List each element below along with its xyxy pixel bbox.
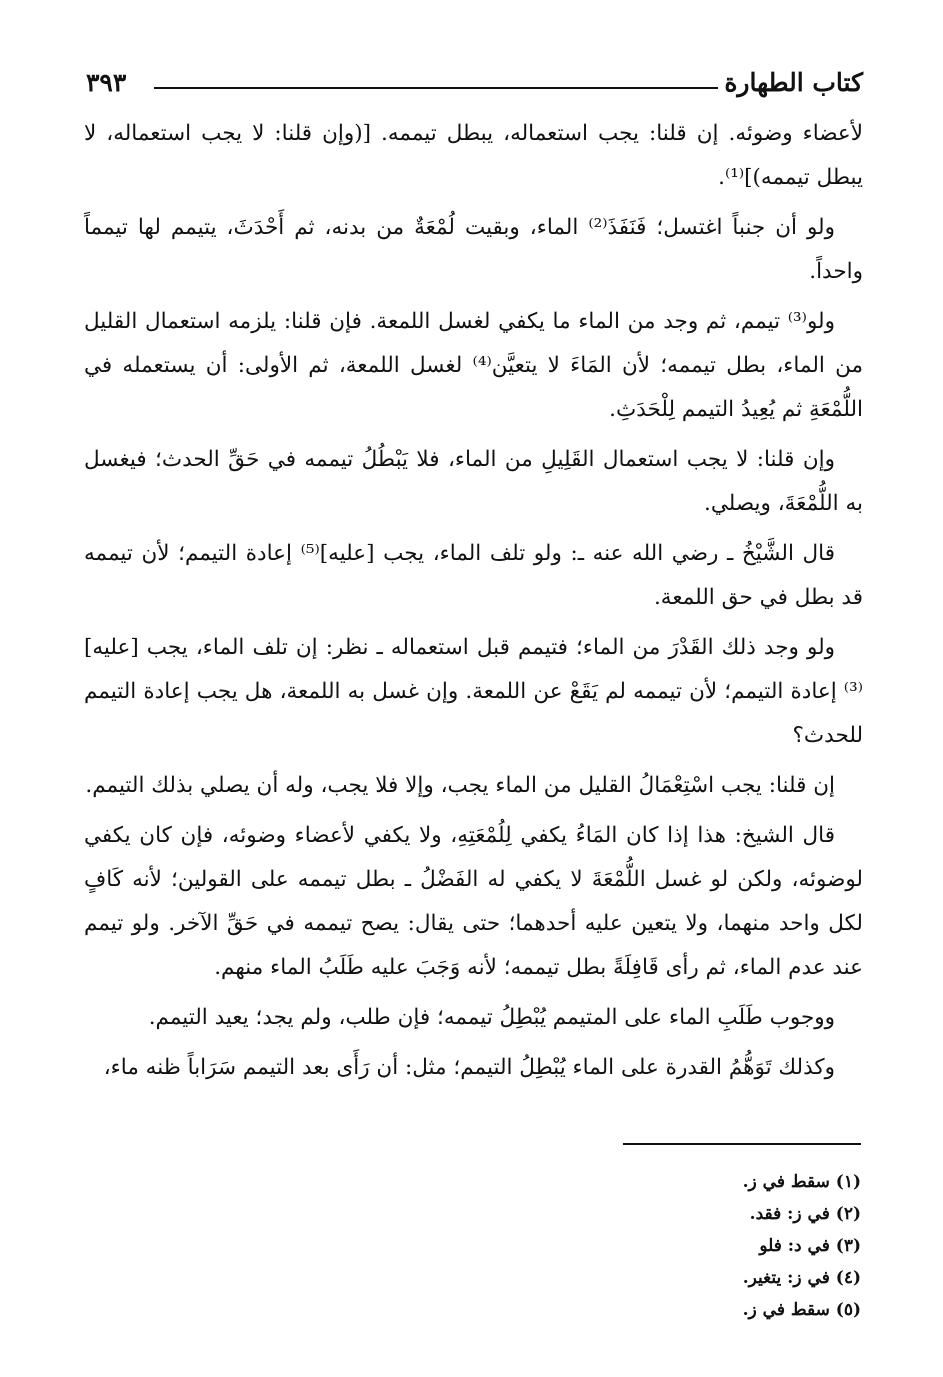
footnote: (٤) في ز: يتغير. (742, 1268, 861, 1288)
header-rule (154, 87, 718, 89)
paragraph: وكذلك تَوَهُّمُ القدرة على الماء يُبْطِلُ التيمم؛ مثل: أن رَأَى بعد التيمم سَرَاباً ظنه ماء، (103, 1055, 835, 1080)
footnotes (461, 1166, 861, 1326)
page-number: ٣٩٣ (86, 68, 127, 97)
paragraph: ولو⁽³⁾ تيمم، ثم وجد من الماء ما يكفي لغسل اللمعة. فإن قلنا: يلزمه استعمال القليل من الماء، بطل تيممه؛ لأن المَاءَ لا يتعيَّن⁽⁴⁾ لغسل اللمعة، ثم الأولى: أن يستعمله في اللُّمْعَةِ ثم يُعِيدُ التيمم لِلْحَدَثِ. (84, 309, 863, 422)
paragraph: ووجوب طَلَبِ الماء على المتيمم يُبْطِلُ تيممه؛ فإن طلب، ولم يجد؛ يعيد التيمم. (148, 1005, 835, 1030)
footnote: (٥) سقط في ز. (742, 1300, 861, 1320)
paragraph: وإن قلنا: لا يجب استعمال القَلِيلِ من الماء، فلا يَبْطُلُ تيممه في حَقِّ الحدث؛ فيغسل به اللُّمْعَةَ، ويصلي. (84, 447, 863, 516)
running-header (86, 68, 863, 108)
book-title: كتاب الطهارة (724, 68, 863, 97)
footnote: (٣) في د: فلو (759, 1236, 861, 1256)
paragraph: إن قلنا: يجب اسْتِعْمَالُ القليل من الماء يجب، وإلا فلا يجب، وله أن يصلي بذلك التيمم. (85, 773, 835, 798)
footnote-separator (623, 1143, 861, 1145)
paragraph: ولو أن جنباً اغتسل؛ فَنَفَذَ⁽²⁾ الماء، وبقيت لُمْعَةٌ من بدنه، ثم أَحْدَثَ، يتيمم لها تيمماً واحداً. (84, 215, 863, 284)
paragraph: قال الشيخ: هذا إذا كان المَاءُ يكفي لِلُمْعَتِهِ، ولا يكفي لأعضاء وضوئه، فإن كان يكفي لوضوئه، ولكن لو غسل اللُّمْعَةَ لا يكفي له الفَضْلُ ـ بطل تيممه على القولين؛ لأنه كَافٍ لكل واحد منهما، ولا يتعين عليه أحدهما؛ حتى يقال: يصح تيممه في حَقِّ الآخر. ولو تيمم عند عدم الماء، ثم رأى قَافِلَةً بطل تيممه؛ لأنه وَجَبَ عليه طَلَبُ الماء منهم. (84, 823, 863, 980)
footnote: (١) سقط في ز. (742, 1172, 861, 1192)
paragraph: ولو وجد ذلك القَدْرَ من الماء؛ فتيمم قبل استعماله ـ نظر: إن تلف الماء، يجب [عليه]⁽³⁾ إعادة التيمم؛ لأن تيممه لم يَقَعْ عن اللمعة. وإن غسل به اللمعة، هل يجب إعادة التيمم للحدث؟ (84, 635, 863, 748)
footnote: (٢) في ز: فقد. (749, 1204, 861, 1224)
main-text (84, 112, 863, 1096)
paragraph: قال الشَّيْخُ ـ رضي الله عنه ـ: ولو تلف الماء، يجب [عليه]⁽⁵⁾ إعادة التيمم؛ لأن تيممه قد بطل في حق اللمعة. (84, 541, 863, 610)
paragraph: لأعضاء وضوئه. إن قلنا: يجب استعماله، يبطل تيممه. [(وإن قلنا: لا يجب استعماله، لا يبطل تيممه)]⁽¹⁾. (84, 121, 863, 190)
